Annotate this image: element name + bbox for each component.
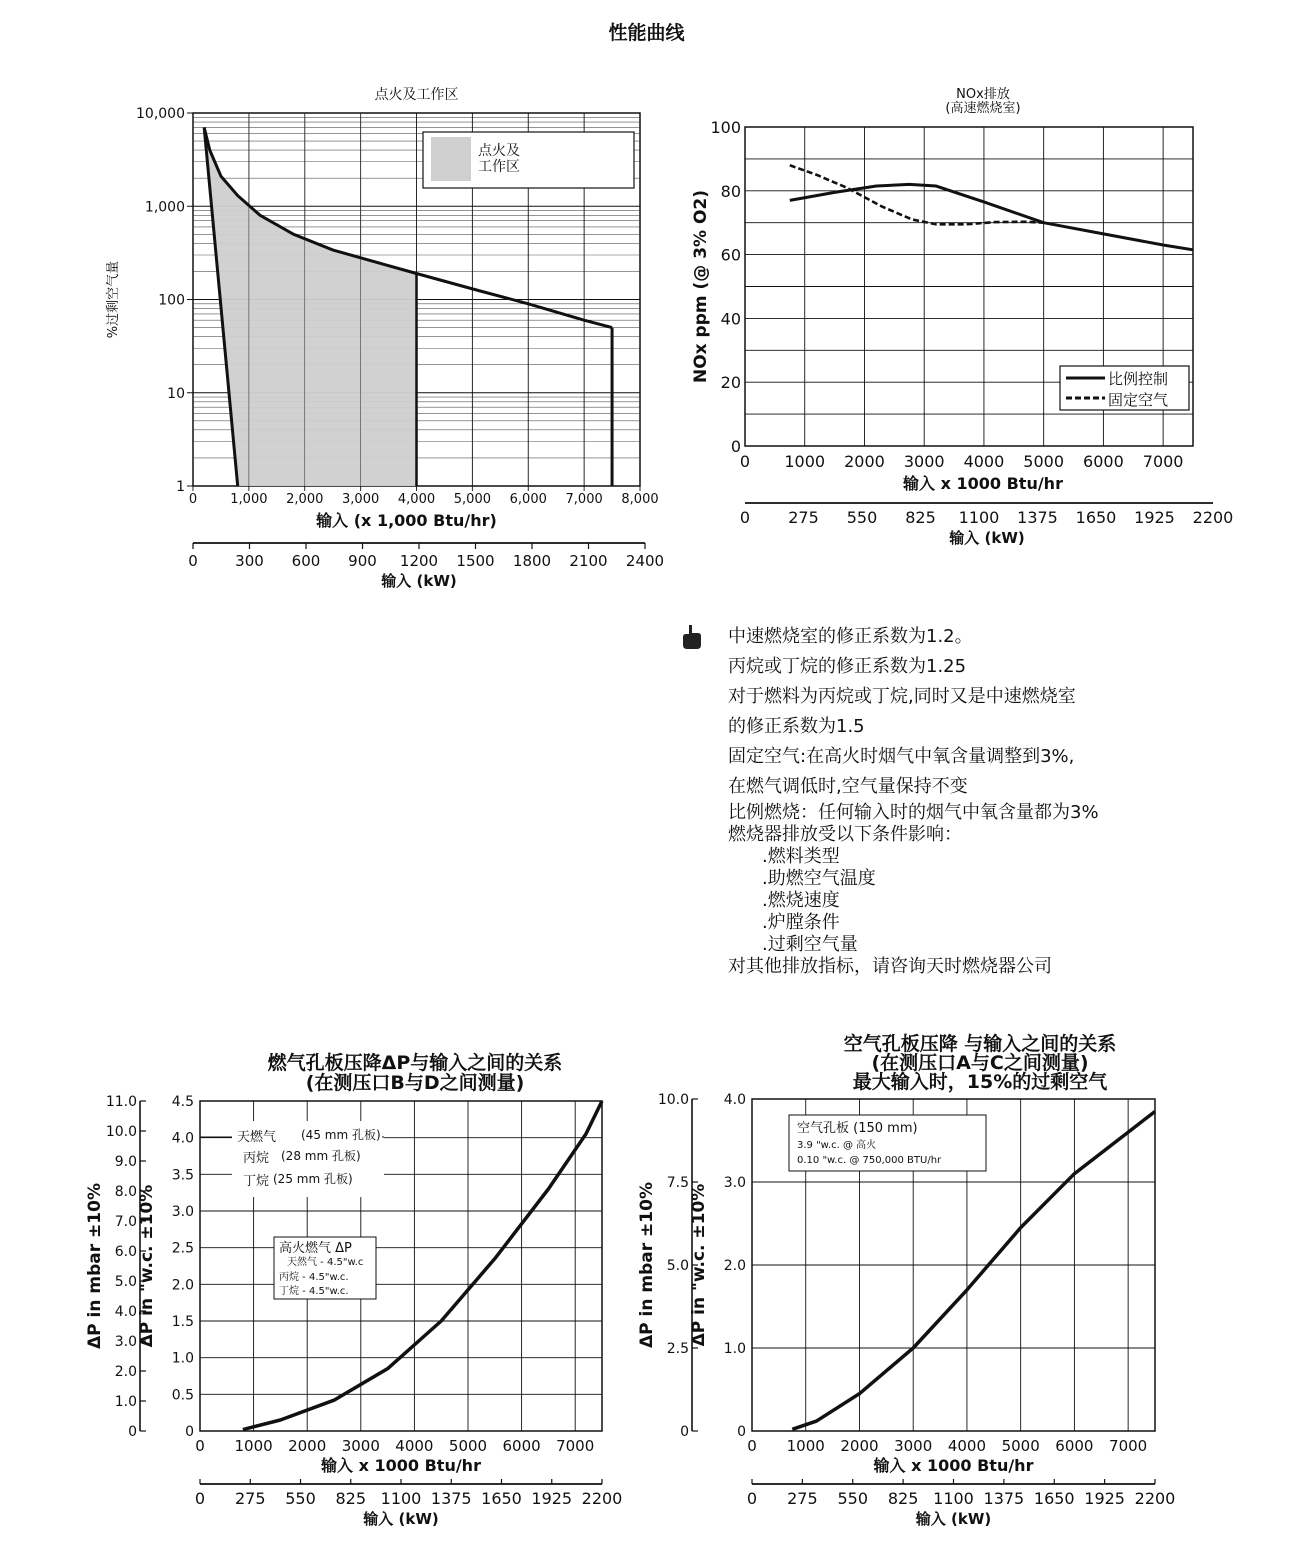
y-tick-label: 1.0	[171, 1350, 194, 1367]
x-tick-label: 0	[747, 1437, 757, 1455]
x2-tick-label: 825	[335, 1489, 367, 1508]
x2-tick-label: 550	[846, 508, 878, 527]
y-tick-label: 2.0	[171, 1277, 194, 1294]
x-tick-label: 1000	[784, 452, 826, 471]
x2-tick-label: 2100	[569, 552, 608, 570]
y2-tick-label: 10.0	[657, 1092, 689, 1108]
x-tick-label: 4000	[395, 1437, 434, 1455]
y-tick-label: 4.0	[171, 1130, 194, 1147]
note-line: 在燃气调低时,空气量保持不变	[728, 776, 968, 797]
note-line: 对于燃料为丙烷或丁烷,同时又是中速燃烧室	[728, 686, 1076, 707]
x-tick-label: 2000	[288, 1437, 327, 1455]
y2-axis-label: ΔP in mbar ±10%	[637, 1182, 657, 1348]
note-list-item: .炉膛条件	[762, 912, 840, 933]
note-box-text: 丙烷 - 4.5"w.c.	[279, 1272, 349, 1283]
x-tick-label: 4,000	[397, 492, 436, 507]
x-tick-label: 7000	[1109, 1437, 1148, 1455]
note-line: 比例燃烧：任何输入时的烟气中氧含量都为3%	[728, 802, 1099, 823]
x-tick-label: 6000	[502, 1437, 541, 1455]
x2-tick-label: 825	[887, 1489, 919, 1508]
y-tick-label: 4.0	[723, 1092, 746, 1108]
x2-axis-label: 输入 (kW)	[381, 572, 457, 590]
note-list-item: .助燃空气温度	[762, 868, 876, 889]
x2-tick-label: 300	[235, 552, 264, 570]
chart-title: 最大输入时，15%的过剩空气	[852, 1071, 1108, 1093]
y2-tick-label: 5.0	[114, 1274, 137, 1290]
x-axis-label: 输入 x 1000 Btu/hr	[873, 1456, 1034, 1475]
y-axis-label: ΔP in "w.c. ±10%	[689, 1183, 709, 1347]
y-tick-label: 4.5	[171, 1094, 194, 1110]
y-tick-label: 100	[158, 292, 185, 309]
x2-tick-label: 1500	[456, 552, 495, 570]
y2-tick-label: 8.0	[114, 1184, 137, 1200]
x2-tick-label: 0	[194, 1489, 206, 1508]
x2-tick-label: 275	[788, 508, 819, 527]
x2-tick-label: 825	[905, 508, 936, 527]
x-tick-label: 2000	[840, 1437, 879, 1455]
x2-tick-label: 900	[348, 552, 377, 570]
legend-label: 比例控制	[1108, 370, 1169, 388]
x2-tick-label: 2200	[1192, 508, 1234, 527]
y-tick-label: 1.5	[171, 1314, 194, 1330]
y-tick-label: 3.0	[171, 1204, 194, 1220]
x-tick-label: 1000	[234, 1437, 273, 1455]
orifice-label: (45 mm 孔板)	[301, 1128, 381, 1142]
x2-axis-label: 输入 (kW)	[949, 529, 1025, 547]
x-tick-label: 7000	[1142, 452, 1184, 471]
chart-title: (高速燃烧室)	[945, 101, 1021, 116]
y-tick-label: 0	[730, 437, 741, 456]
note-footer: 对其他排放指标，请咨询天时燃烧器公司	[728, 956, 1052, 977]
chart-title: 空气孔板压降 与输入之间的关系	[843, 1033, 1117, 1055]
legend-label: 点火及	[478, 143, 520, 159]
fuel-label: 丁烷	[243, 1174, 270, 1189]
x-axis-label: 输入 x 1000 Btu/hr	[903, 474, 1063, 493]
x-tick-label: 6,000	[509, 492, 547, 507]
y-tick-label: 2.5	[171, 1240, 194, 1257]
page-title: 性能曲线	[608, 22, 685, 44]
note-line: 的修正系数为1.5	[728, 716, 865, 737]
x2-tick-label: 1375	[1017, 508, 1058, 527]
note-line: 中速燃烧室的修正系数为1.2。	[728, 626, 973, 647]
pointing-hand-icon	[680, 624, 702, 650]
x2-tick-label: 2400	[625, 552, 665, 570]
x-tick-label: 2,000	[286, 492, 324, 507]
x-tick-label: 3000	[903, 452, 945, 471]
note-box-text: 0.10 "w.c. @ 750,000 BTU/hr	[797, 1155, 942, 1166]
y-tick-label: 0.5	[171, 1387, 194, 1404]
x-axis-label: 输入 x 1000 Btu/hr	[321, 1456, 481, 1475]
x2-tick-label: 1200	[399, 552, 439, 570]
x2-tick-label: 1375	[430, 1489, 472, 1508]
x-tick-label: 0	[195, 1437, 205, 1455]
x-tick-label: 7,000	[565, 492, 603, 507]
x-tick-label: 7000	[556, 1437, 595, 1455]
y2-tick-label: 7.0	[114, 1214, 137, 1230]
note-line: 固定空气:在高火时烟气中氧含量调整到3%,	[728, 746, 1075, 767]
y2-tick-label: 5.0	[666, 1258, 689, 1274]
x2-tick-label: 275	[234, 1489, 266, 1508]
y2-tick-label: 1.0	[114, 1394, 137, 1410]
x-tick-label: 3000	[894, 1437, 933, 1455]
y2-tick-label: 10.0	[105, 1124, 137, 1140]
x-axis-label: 输入 (x 1,000 Btu/hr)	[316, 511, 497, 530]
y2-tick-label: 4.0	[114, 1304, 137, 1320]
x2-tick-label: 1650	[1075, 508, 1117, 527]
y2-tick-label: 7.5	[666, 1175, 689, 1191]
x2-tick-label: 1925	[1134, 508, 1175, 527]
legend-label: 工作区	[478, 159, 520, 175]
y-tick-label: 80	[720, 181, 741, 201]
legend-label: 固定空气	[1108, 391, 1169, 409]
y-axis-label: %过剩空气量	[106, 260, 121, 339]
x-tick-label: 1000	[786, 1437, 825, 1455]
x2-tick-label: 1650	[481, 1489, 522, 1508]
x2-tick-label: 2200	[1134, 1489, 1176, 1508]
y2-tick-label: 0	[680, 1424, 689, 1440]
x2-tick-label: 2200	[581, 1489, 623, 1508]
y-axis-label: ΔP in "w.c. ±10%	[137, 1184, 157, 1348]
y-tick-label: 2.0	[723, 1258, 746, 1274]
chart-title: 点火及工作区	[374, 87, 459, 103]
y-tick-label: 20	[720, 373, 741, 393]
x-tick-label: 3000	[341, 1437, 380, 1455]
y2-tick-label: 11.0	[105, 1094, 137, 1110]
note-list-item: .过剩空气量	[762, 934, 858, 955]
x2-tick-label: 1375	[983, 1489, 1025, 1508]
y-tick-label: 3.5	[171, 1167, 194, 1184]
x-tick-label: 0	[188, 492, 198, 507]
x-tick-label: 5000	[448, 1437, 488, 1455]
x2-tick-label: 1925	[1084, 1489, 1125, 1508]
x2-tick-label: 1650	[1033, 1489, 1075, 1508]
y2-tick-label: 6.0	[114, 1244, 137, 1260]
fuel-label: 天燃气	[237, 1130, 277, 1145]
note-box-text: 丁烷 - 4.5"w.c.	[279, 1286, 349, 1297]
x2-tick-label: 600	[291, 552, 321, 570]
y-axis-label: NOx ppm (@ 3% O2)	[691, 189, 711, 384]
y-tick-label: 40	[720, 309, 741, 329]
chart-title: (在测压口A与C之间测量)	[871, 1052, 1089, 1074]
x2-tick-label: 0	[188, 552, 198, 570]
note-box-text: 空气孔板 (150 mm)	[797, 1121, 918, 1136]
x-tick-label: 5,000	[453, 492, 491, 507]
y2-tick-label: 2.5	[666, 1341, 689, 1357]
y-tick-label: 0	[737, 1424, 746, 1440]
y-tick-label: 3.0	[723, 1175, 746, 1191]
y-tick-label: 10,000	[136, 106, 185, 122]
x2-tick-label: 1925	[531, 1489, 573, 1508]
x-tick-label: 8,000	[621, 492, 659, 507]
y2-axis-label: ΔP in mbar ±10%	[85, 1183, 105, 1349]
x2-tick-label: 1100	[933, 1489, 974, 1508]
chart-title: 燃气孔板压降ΔP与输入之间的关系	[267, 1052, 563, 1074]
y2-tick-label: 9.0	[114, 1154, 137, 1170]
y-tick-label: 60	[720, 245, 741, 265]
x-tick-label: 4000	[947, 1437, 987, 1455]
y-tick-label: 1	[176, 479, 185, 495]
legend-swatch	[431, 137, 471, 181]
y-tick-label: 100	[710, 118, 741, 137]
x2-tick-label: 275	[787, 1489, 818, 1508]
note-line: 燃烧器排放受以下条件影响：	[728, 824, 962, 845]
chart-title: NOx排放	[956, 87, 1010, 102]
x2-tick-label: 0	[739, 508, 751, 527]
x2-axis-label: 输入 (kW)	[915, 1510, 992, 1528]
y2-tick-label: 2.0	[114, 1364, 137, 1380]
x-tick-label: 5000	[1001, 1437, 1040, 1455]
x-tick-label: 2000	[844, 452, 885, 471]
x-tick-label: 6000	[1055, 1437, 1094, 1455]
x-tick-label: 1,000	[230, 492, 268, 507]
notes-block	[728, 622, 1228, 978]
x2-tick-label: 1100	[380, 1489, 422, 1508]
x-tick-label: 0	[739, 452, 751, 471]
y-tick-label: 1.0	[723, 1341, 746, 1357]
x2-tick-label: 550	[285, 1489, 316, 1508]
y2-tick-label: 3.0	[114, 1334, 137, 1350]
x-tick-label: 5000	[1023, 452, 1065, 471]
x2-tick-label: 550	[837, 1489, 869, 1508]
x2-axis-label: 输入 (kW)	[363, 1510, 439, 1528]
y-tick-label: 0	[185, 1424, 194, 1440]
y-tick-label: 1,000	[144, 199, 185, 216]
note-line: 丙烷或丁烷的修正系数为1.25	[728, 656, 967, 677]
note-box-text: 高火燃气 ΔP	[279, 1241, 352, 1256]
note-box-text: 天然气 - 4.5"w.c	[287, 1257, 364, 1268]
orifice-label: (28 mm 孔板)	[281, 1149, 361, 1163]
x-tick-label: 6000	[1083, 452, 1124, 471]
y2-tick-label: 0	[128, 1424, 137, 1440]
x2-tick-label: 1100	[958, 508, 1000, 527]
x2-tick-label: 0	[746, 1489, 758, 1508]
orifice-label: (25 mm 孔板)	[273, 1172, 353, 1186]
chart-title: (在测压口B与D之间测量)	[305, 1072, 525, 1094]
y-tick-label: 10	[167, 385, 185, 402]
note-list-item: .燃烧速度	[762, 890, 840, 911]
x2-tick-label: 1800	[512, 552, 552, 570]
x-tick-label: 3,000	[342, 492, 380, 507]
note-list-item: .燃料类型	[762, 846, 840, 867]
x-tick-label: 4000	[963, 452, 1005, 471]
note-box-text: 3.9 "w.c. @ 高火	[797, 1140, 877, 1151]
fuel-label: 丙烷	[243, 1151, 270, 1166]
